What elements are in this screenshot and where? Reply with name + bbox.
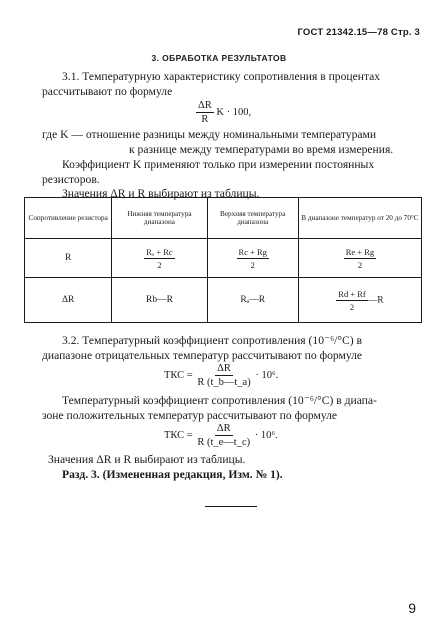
cell-den: 2 <box>250 259 255 270</box>
table-cell <box>112 239 207 278</box>
last-line1: Значения ΔR и R выбирают из таблицы. <box>48 453 246 466</box>
table-header: Сопротивление резистора <box>25 198 112 239</box>
cell-num: Rc + Rg <box>238 246 267 257</box>
formula-2-den: R (t_b—t_a) <box>197 377 251 388</box>
p32-line1: 3.2. Температурный коэффициент сопротивления (10⁻⁶/°С) в <box>62 334 362 347</box>
cell-num: Rₐ + Rc <box>146 246 173 257</box>
table-row <box>25 278 422 323</box>
cell-num: Re + Rg <box>345 246 375 257</box>
formula-2-num: ΔR <box>217 363 231 374</box>
coef-line2: резисторов. <box>42 173 100 186</box>
formula-1-tail: K · 100, <box>216 106 252 118</box>
table-cell-label: ΔR <box>25 278 112 323</box>
formula-3-den: R (t_e—t_c) <box>197 437 251 448</box>
table-header-row <box>25 198 422 239</box>
cell-den: 2 <box>349 301 355 312</box>
table-cell: Rb—R <box>112 278 207 323</box>
table-header: Верхняя температура диапазона <box>207 198 298 239</box>
where-line1: где K — отношение разницы между номинальными температурами <box>42 128 377 141</box>
p31-line1: 3.1. Температурную характеристику сопротивления в процентах <box>62 70 381 83</box>
pos-line2: зоне положительных температур рассчитывают по формуле <box>42 409 338 422</box>
formula-2 <box>164 363 278 388</box>
formula-3 <box>164 423 278 448</box>
cell-num: Rd + Rf <box>338 288 366 299</box>
values-table <box>24 197 422 323</box>
p32-line2: диапазоне отрицательных температур рассчитывают по формуле <box>42 349 363 362</box>
p31-line2: рассчитывают по формуле <box>42 85 173 98</box>
divider <box>205 506 257 507</box>
table-cell-label: R <box>25 239 112 278</box>
table-header: В диапазоне температур от 20 до 70°С <box>298 198 421 239</box>
coef-line1: Коэффициент K применяют только при измерении постоянных <box>62 158 375 171</box>
pos-line1: Температурный коэффициент сопротивления (10⁻⁶/°С) в диапа- <box>62 394 377 407</box>
formula-3-lhs: ТКС = <box>164 429 193 441</box>
cell-tail: —R <box>367 295 384 306</box>
table-cell: Rₐ—R <box>207 278 298 323</box>
table-cell <box>298 278 421 323</box>
formula-3-num: ΔR <box>216 423 231 434</box>
formula-1-den: R <box>201 114 209 125</box>
formula-2-tail: · 10⁶. <box>255 369 279 381</box>
last-line2: Разд. 3. (Измененная редакция, Изм. № 1). <box>62 468 283 481</box>
table-header: Нижняя температура диапазона <box>112 198 207 239</box>
cell-den: 2 <box>357 259 363 270</box>
page-number: 9 <box>408 600 416 616</box>
where-line2: к разнице между температурами во время измерения. <box>129 143 394 156</box>
section-title: 3. ОБРАБОТКА РЕЗУЛЬТАТОВ <box>151 53 287 63</box>
formula-1-num: ΔR <box>198 100 212 111</box>
formula-1 <box>196 100 251 125</box>
page-header: ГОСТ 21342.15—78 Стр. 3 <box>297 27 420 38</box>
table-cell <box>298 239 421 278</box>
formula-3-tail: · 10⁶. <box>254 429 278 441</box>
table-row <box>25 239 422 278</box>
cell-den: 2 <box>157 259 162 270</box>
values-line: Значения ΔR и R выбирают из таблицы. <box>62 187 260 200</box>
table-cell <box>207 239 298 278</box>
formula-2-lhs: ТКС = <box>164 369 193 381</box>
